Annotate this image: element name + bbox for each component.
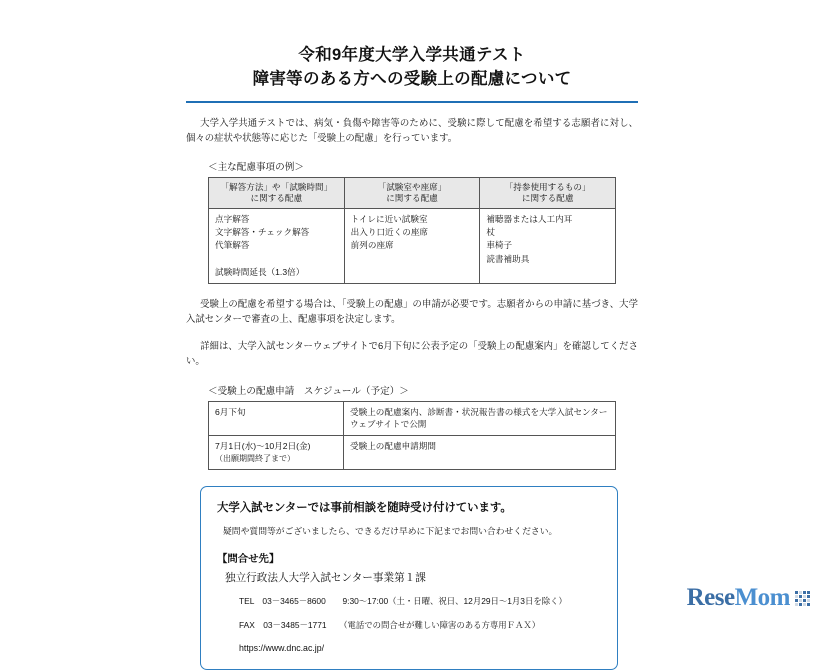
schedule-period-text: 7月1日(水)〜10月2日(金) xyxy=(215,441,311,452)
title-divider xyxy=(186,101,638,103)
contact-label: 【問合せ先】 xyxy=(217,554,280,566)
contact-box xyxy=(200,486,618,669)
document-body xyxy=(186,30,638,653)
table1-header-0: 「解答方法」や「試験時間」 に関する配慮 xyxy=(209,178,345,209)
contact-box-subtext: 疑問や質問等がございましたら、できるだけ早めに下記までお問い合わせください。 xyxy=(223,526,558,537)
schedule-detail-0: 受験上の配慮案内、診断書・状況報告書の様式を大学入試センターウェブサイトで公開 xyxy=(344,401,616,436)
brand-dots-icon xyxy=(795,591,810,606)
table2-label: ＜受験上の配慮申請 スケジュール（予定）＞ xyxy=(208,385,409,397)
table1-item: 文字解答・チェック解答 xyxy=(215,227,310,238)
schedule-period-1 xyxy=(209,436,344,470)
table1-cell-col0 xyxy=(209,209,345,283)
brand-prefix: Rese xyxy=(686,584,735,611)
contact-tel: TEL 03－3465－8600 9:30〜17:00（土・日曜、祝日、12月29日〜1月3日を除く） xyxy=(239,596,567,607)
schedule-period-text: 6月下旬 xyxy=(215,406,246,417)
brand-text xyxy=(687,585,790,610)
application-paragraph-text: 受験上の配慮を希望する場合は、「受験上の配慮」の申請が必要です。志願者からの申請に基づき、大学入試センターで審査の上、配慮事項を決定します。 xyxy=(186,297,638,324)
details-paragraph-text: 詳細は、大学入試センターウェブサイトで6月下旬に公表予定の「受験上の配慮案内」を確認してください。 xyxy=(186,340,638,367)
intro-paragraph xyxy=(186,115,638,145)
table-row xyxy=(209,401,616,436)
resemom-watermark xyxy=(687,585,810,610)
table1-item: 前列の座席 xyxy=(350,240,394,251)
table1-cell-col2 xyxy=(480,209,616,283)
table-header-row xyxy=(209,178,616,209)
table1-item: トイレに近い試験室 xyxy=(350,214,428,225)
table1-label: ＜主な配慮事項の例＞ xyxy=(208,162,304,174)
table1-item: 補聴器または人工内耳 xyxy=(486,214,573,225)
table1-cell-col1 xyxy=(344,209,480,283)
table1-item: 読書補助具 xyxy=(486,253,530,264)
page-title-line-2: 障害等のある方への受験上の配慮について xyxy=(252,69,572,88)
application-paragraph xyxy=(186,296,638,326)
page-title-line-1: 令和9年度大学入学共通テスト xyxy=(298,46,526,64)
table1-item: 代筆解答 xyxy=(215,240,250,251)
table1-item-spacer xyxy=(215,253,340,266)
accommodation-examples-table xyxy=(208,177,616,283)
table1-item: 点字解答 xyxy=(215,214,250,225)
table1-item: 試験時間延長（1.3倍） xyxy=(215,266,305,277)
contact-fax: FAX 03－3485－1771 （電話での問合せが難しい障害のある方専用ＦＡＸ） xyxy=(239,619,541,630)
table-row xyxy=(209,209,616,283)
table1-item: 車椅子 xyxy=(486,240,513,251)
table1-item: 出入り口近くの座席 xyxy=(350,227,429,238)
schedule-table xyxy=(208,401,616,471)
contact-box-heading: 大学入試センターでは事前相談を随時受け付けています。 xyxy=(217,502,512,515)
schedule-detail-1: 受験上の配慮申請期間 xyxy=(344,436,616,470)
table1-item: 杖 xyxy=(486,227,495,238)
details-paragraph xyxy=(186,338,638,368)
brand-suffix: Mom xyxy=(734,584,790,611)
table1-header-2: 「持参使用するもの」 に関する配慮 xyxy=(480,178,616,209)
contact-url[interactable]: https://www.dnc.ac.jp/ xyxy=(239,642,325,653)
contact-organization: 独立行政法人大学入試センター事業第１課 xyxy=(225,572,426,585)
schedule-period-subtext: （出願期間終了まで） xyxy=(215,454,295,464)
table-row xyxy=(209,436,616,470)
document-title xyxy=(186,30,638,103)
schedule-period-0 xyxy=(209,401,344,436)
table1-header-1: 「試験室や座席」 に関する配慮 xyxy=(344,178,480,209)
intro-paragraph-text: 大学入学共通テストでは、病気・負傷や障害等のために、受験に際して配慮を希望する志願者に対し、個々の症状や状態等に応じた「受験上の配慮」を行っています。 xyxy=(186,116,638,144)
